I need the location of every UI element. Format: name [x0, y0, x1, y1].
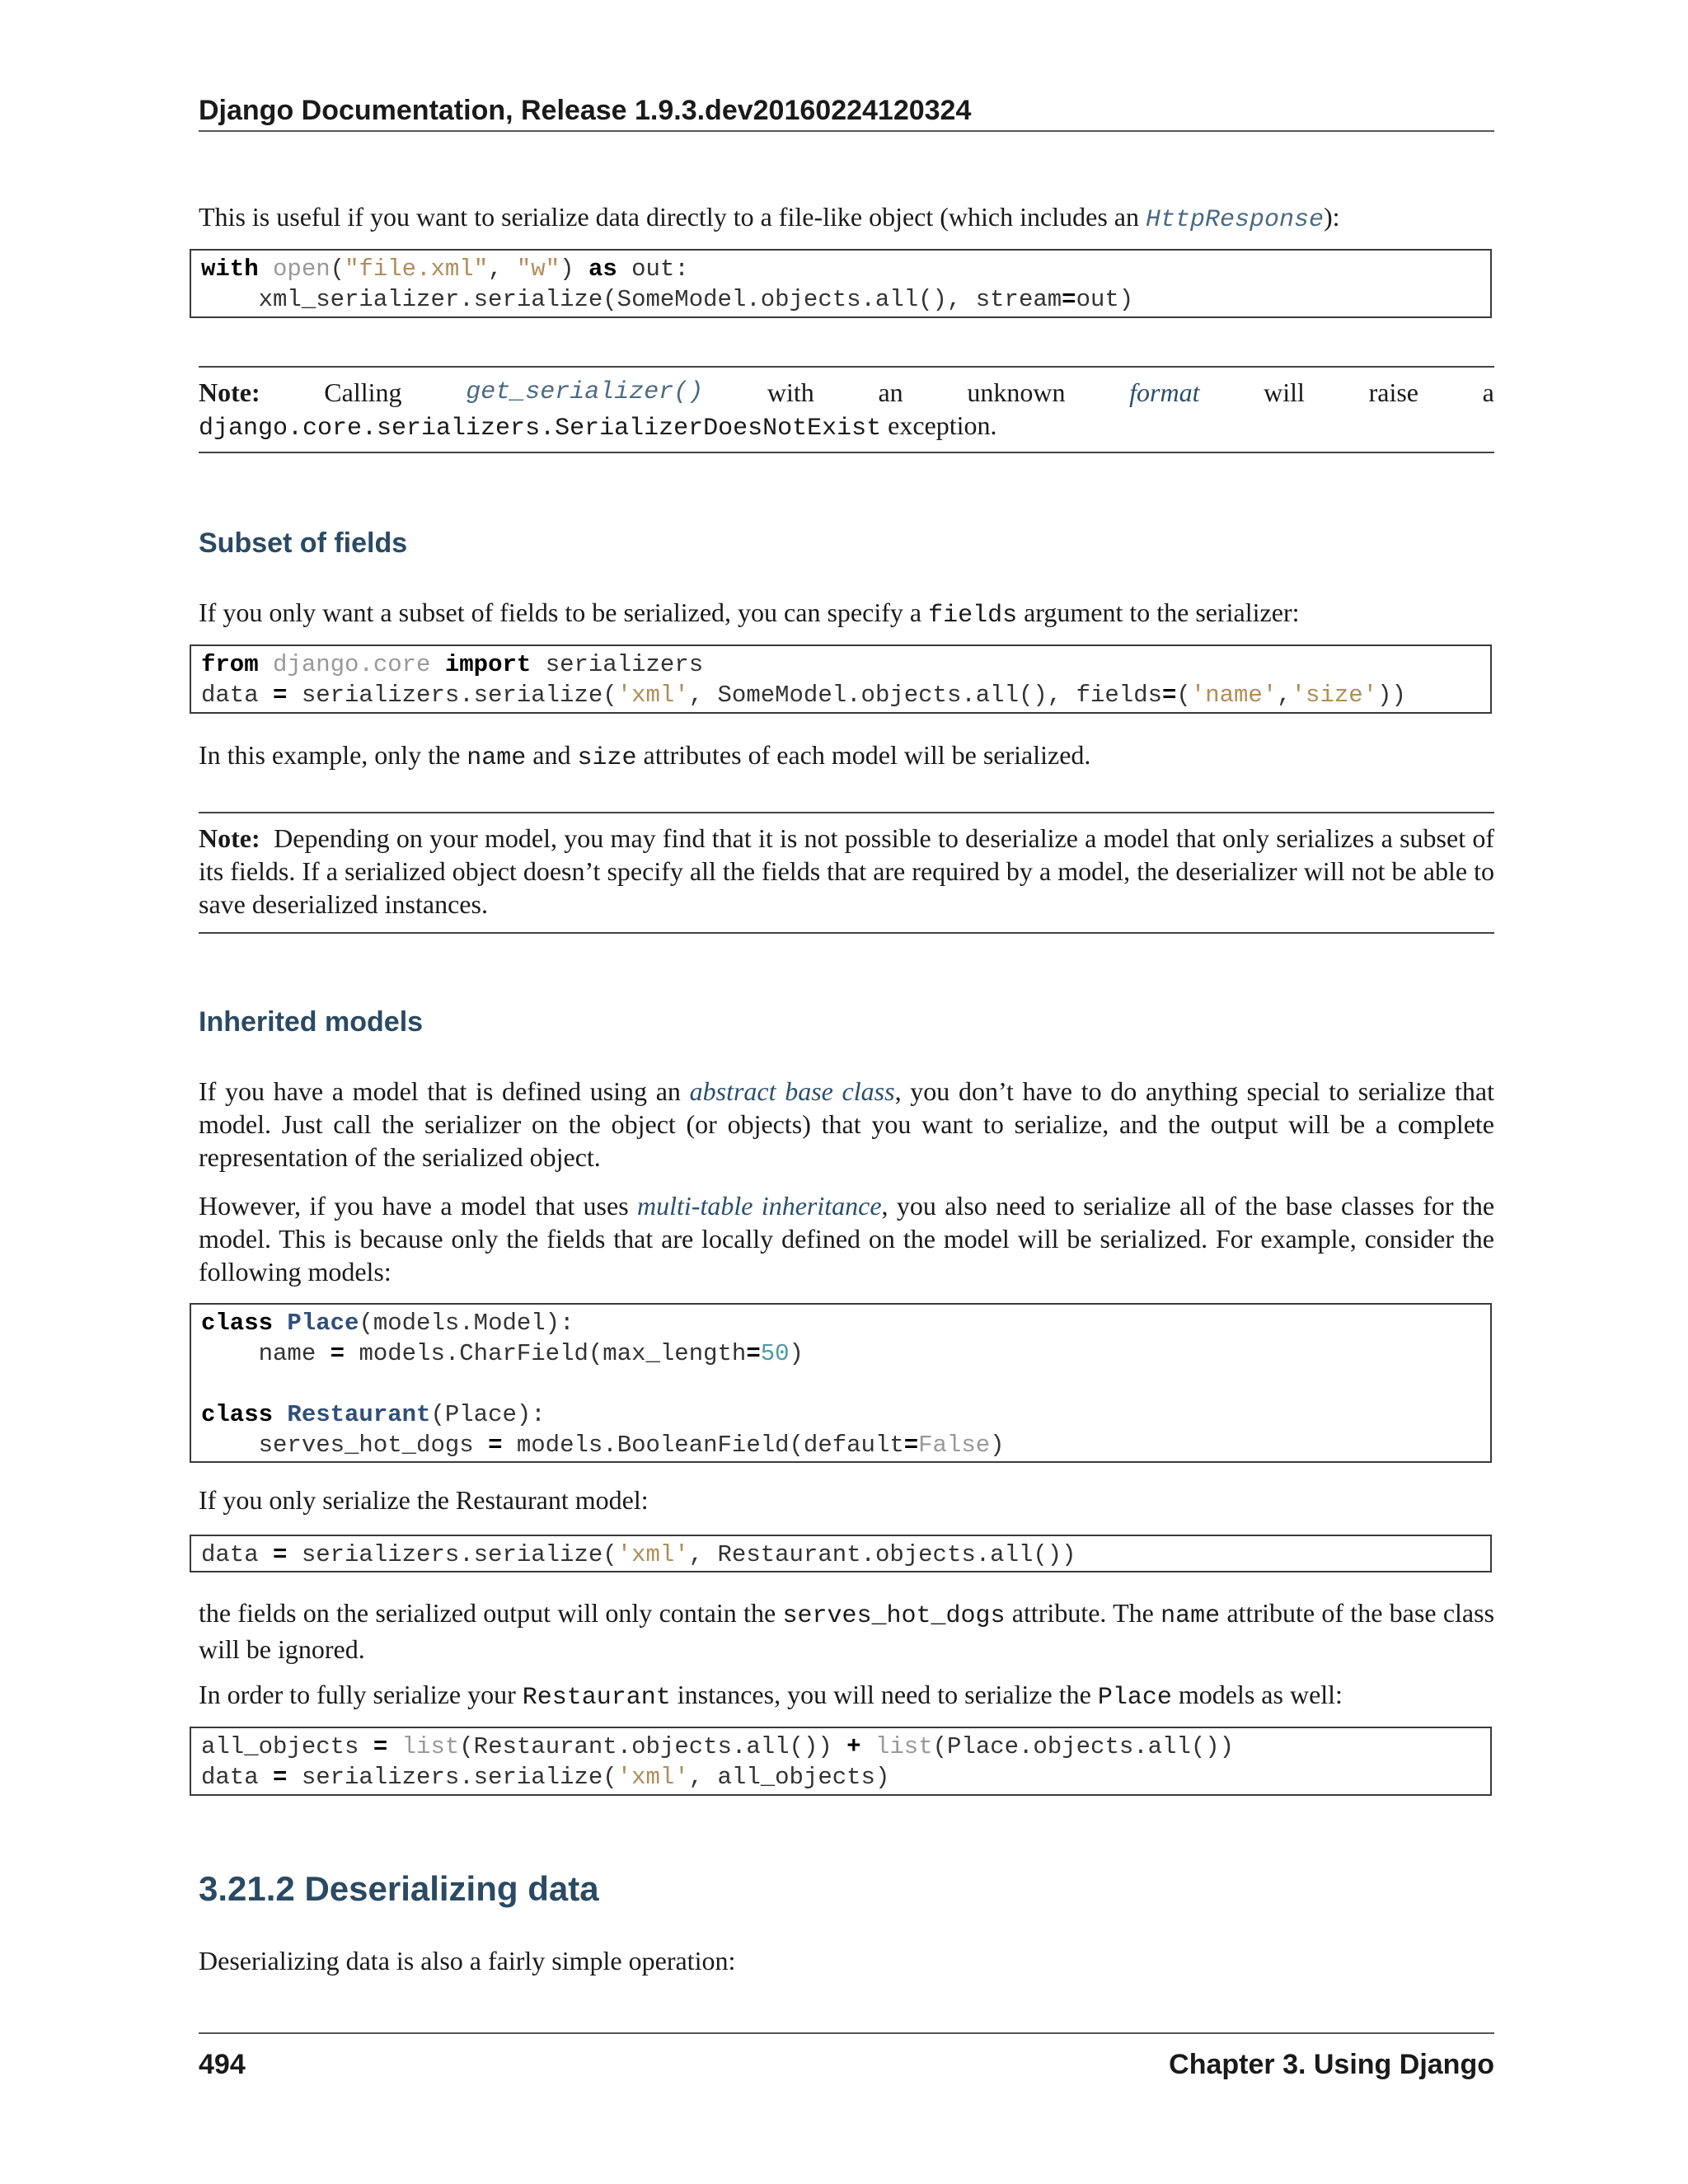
- abstract-base-class-link[interactable]: abstract base class: [689, 1076, 895, 1106]
- restaurant-intro-paragraph: If you only serialize the Restaurant model:: [199, 1485, 649, 1515]
- note-label: Note:: [199, 823, 260, 853]
- intro-paragraph: This is useful if you want to serialize data directly to a file-like object (which includes an HttpResponse):: [199, 202, 1340, 234]
- format-link[interactable]: format: [1129, 377, 1200, 407]
- subset-of-fields-heading: Subset of fields: [199, 527, 408, 559]
- inherited-models-heading: Inherited models: [199, 1006, 424, 1038]
- inherited-paragraph-1: If you have a model that is defined using an abstract base class, you don’t have to do anything special to serialize that model. Just call the serializer on the object (or objects) that you want to serialize, and the output will be a complete representation of the serialized object.: [199, 1076, 1495, 1172]
- restaurant-fields-paragraph: the fields on the serialized output will only contain the serves_hot_dogs attribute. The name attribute of the base class will be ignored.: [199, 1598, 1495, 1664]
- code-block-all-objects: all_objects = list(Restaurant.objects.all()) + list(Place.objects.all()) data = serializers.serialize('xml', all_objects): [190, 1727, 1492, 1796]
- get-serializer-link[interactable]: get_serializer(): [466, 378, 704, 406]
- code-block-models: class Place(models.Model): name = models.CharField(max_length=50) class Restaurant(Place): serves_hot_dogs = models.BooleanField(default=False): [190, 1303, 1492, 1463]
- page-header: [199, 92, 1494, 132]
- deserializing-paragraph: Deserializing data is also a fairly simple operation:: [199, 1946, 736, 1975]
- httpresponse-link[interactable]: HttpResponse: [1145, 206, 1325, 234]
- full-serialize-paragraph: In order to fully serialize your Restaurant instances, you will need to serialize the Place models as well:: [199, 1680, 1343, 1712]
- note-unknown-format: Note: Calling get_serializer() with an unknown format will raise a django.core.serializers.SerializerDoesNotExist exception.: [199, 366, 1494, 453]
- code-block-restaurant: data = serializers.serialize('xml', Restaurant.objects.all()): [190, 1535, 1492, 1572]
- code-block-stream: with open("file.xml", "w") as out: xml_serializer.serialize(SomeModel.objects.all(), stream=out): [190, 249, 1492, 318]
- inherited-paragraph-2: However, if you have a model that uses multi-table inheritance, you also need to serialize all of the base classes for the model. This is because only the fields that are locally defined on the model will be serialized. For example, consider the following models:: [199, 1191, 1495, 1286]
- note-label: Note:: [199, 377, 260, 407]
- deserializing-data-heading: 3.21.2 Deserializing data: [199, 1869, 599, 1908]
- header-title: Django Documentation, Release 1.9.3.dev20160224120324: [199, 95, 972, 126]
- multi-table-inheritance-link[interactable]: multi-table inheritance: [637, 1191, 882, 1221]
- code-block-subset: from django.core import serializers data = serializers.serialize('xml', SomeModel.objects.all(), fields=('name','size')): [190, 644, 1492, 714]
- chapter-label: Chapter 3. Using Django: [1169, 2049, 1494, 2080]
- page-number: 494: [199, 2049, 246, 2080]
- subset-example-paragraph: In this example, only the name and size attributes of each model will be serialized.: [199, 740, 1091, 772]
- subset-paragraph: If you only want a subset of fields to be serialized, you can specify a fields argument to the serializer:: [199, 598, 1300, 630]
- page-footer: [199, 2032, 1494, 2087]
- document-page: [199, 0, 1494, 2184]
- note-partial-deserialize: Note: Depending on your model, you may find that it is not possible to deserialize a model that only serializes a subset of its fields. If a serialized object doesn’t specify all the fields that are required by a model, the deserializer will not be able to save deserialized instances.: [199, 812, 1494, 934]
